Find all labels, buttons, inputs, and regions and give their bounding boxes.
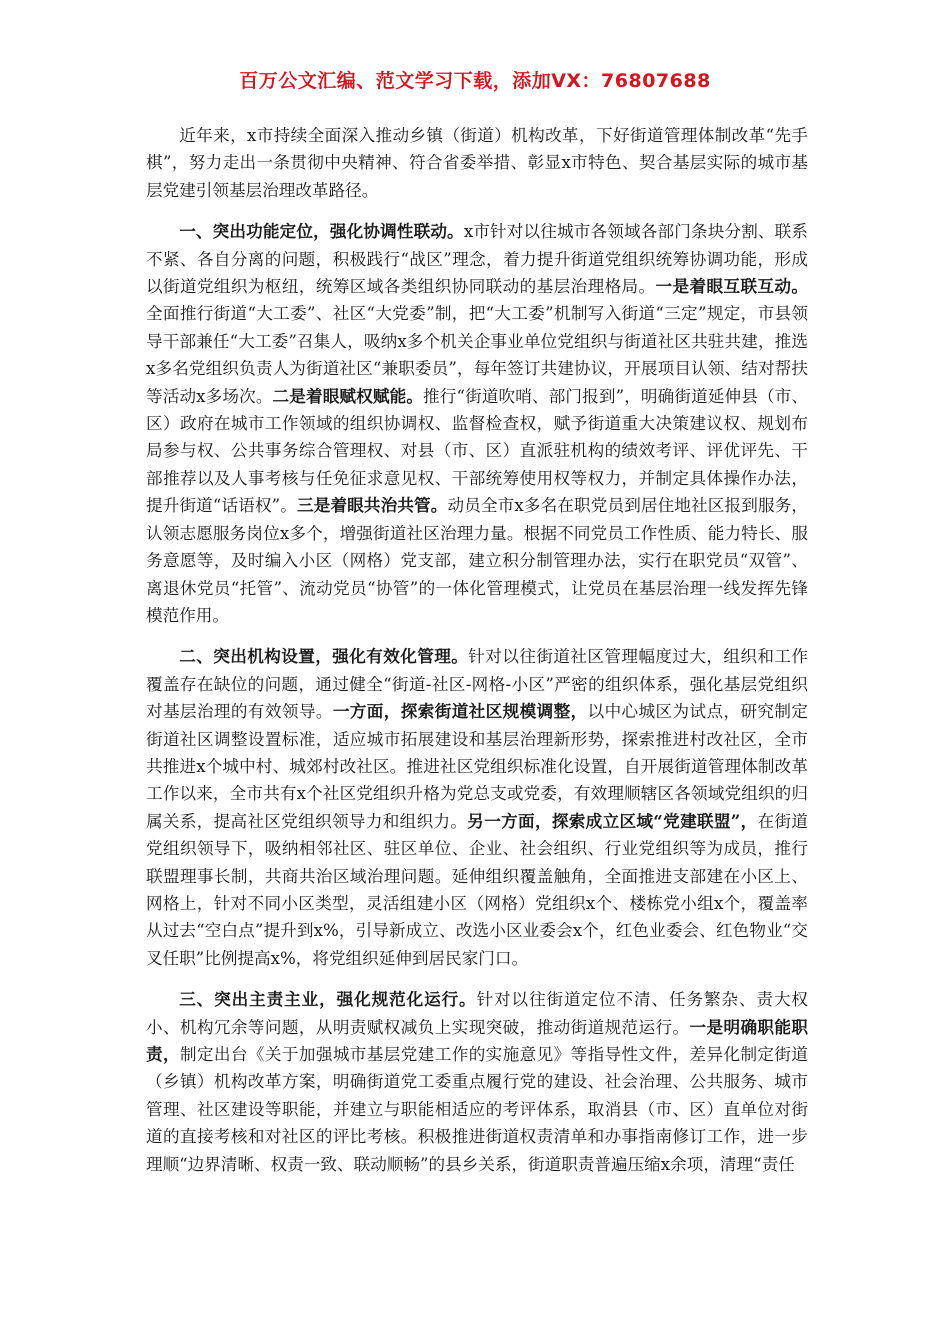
section2-text-2: 以中心城区为试点，研究制定街道社区调整设置标准，适应城市拓展建设和基层治理新形势，探索推进村改社区，全市共推进x个城中村、城郊村改社区。推进社区党组织标准化设置，自开展街道管理体制改革工作以来，全市共有x个社区党组织升格为党总支或党委，有效理顺辖区各领域党组织的归属关系，提高社区党组织领导力和组织力。 xyxy=(146,702,808,831)
intro-paragraph xyxy=(146,122,808,204)
section2-heading: 二、突出机构设置，强化有效化管理。 xyxy=(179,646,469,667)
section1-text-2: 全面推行街道“大工委”、社区“大党委”制，把“大工委”机制写入街道“三定”规定，市县领导干部兼任“大工委”召集人，吸纳x多个机关企事业单位党组织与街道社区共驻共建，推选x多名党组织负责人为街道社区“兼职委员”，每年签订共建协议，开展项目认领、结对帮扶等活动x多场次。 xyxy=(146,304,808,406)
section3-point-1: 一是明确职能职责， xyxy=(146,1016,808,1064)
section2-text-1: 针对以往街道社区管理幅度过大，组织和工作覆盖存在缺位的问题，通过健全“街道-社区-网格-小区”严密的组织体系，强化基层党组织对基层治理的有效领导。 xyxy=(146,647,809,722)
section2-text-3: 在街道党组织领导下，吸纳相邻社区、驻区单位、企业、社会组织、行业党组织等为成员，推行联盟理事长制，共商共治区域治理问题。延伸组织覆盖触角，全面推进支部建在小区上、网格上，针对不同小区类型，灵活组建小区（网格）党组织x个、楼栋党小组x个，覆盖率从过去“空白点”提升到x%，引导新成立、改选小区业委会x个，红色业委会、红色物业“交叉任职”比例提高x%，将党组织延伸到居民家门口。 xyxy=(146,811,809,968)
section3-text-2: 制定出台《关于加强城市基层党建工作的实施意见》等指导性文件，差异化制定街道（乡镇）机构改革方案，明确街道党工委重点履行党的建设、社会治理、公共服务、城市管理、社区建设等职能，并建立与职能相适应的考评体系，取消县（市、区）直单位对街道的直接考核和对社区的评比考核。积极推进街道权责清单和办事指南修订工作，进一步理顺“边界清晰、权责一致、联动顺畅”的县乡关系，街道职责普遍压缩x余项，清理“责任 xyxy=(146,1045,808,1174)
section2-paragraph xyxy=(146,643,808,972)
section3-text-1: 针对以往街道定位不清、任务繁杂、责大权小、机构冗余等问题，从明责赋权减负上实现突破，推动街道规范运行。 xyxy=(146,990,809,1037)
section1-heading: 一、突出功能定位，强化协调性联动。 xyxy=(179,221,464,242)
document-body xyxy=(146,122,808,1192)
section1-point-2: 二是着眼赋权赋能。 xyxy=(272,385,424,406)
section1-point-3: 三是着眼共治共管。 xyxy=(297,495,448,516)
header-banner: 百万公文汇编、范文学习下载，添加VX：76807688 xyxy=(239,70,711,92)
intro-text: 近年来，x市持续全面深入推动乡镇（街道）机构改革，下好街道管理体制改革“先手棋”，努力走出一条贯彻中央精神、符合省委举措、彰显x市特色、契合基层实际的城市基层党建引领基层治理改革路径。 xyxy=(146,126,808,200)
section1-point-1: 一是着眼互联互动。 xyxy=(655,276,808,297)
section1-text-3: 推行“街道吹哨、部门报到”，明确街道延伸县（市、区）政府在城市工作领域的组织协调权、监督检查权，赋予街道重大决策建议权、规划布局参与权、公共事务综合管理权、对县（市、区）直派驻机构的绩效考评、评优评先、干部推荐以及人事考核与任免征求意见权、干部统筹使用权等权力，并制定具体操作办法，提升街道“话语权”。 xyxy=(146,386,809,516)
section1-paragraph xyxy=(146,218,808,629)
section1-text-4: 动员全市x多名在职党员到居住地社区报到服务，认领志愿服务岗位x多个，增强街道社区治理力量。根据不同党员工作性质、能力特长、服务意愿等，及时编入小区（网格）党支部，建立积分制管理办法，实行在职党员“双管”、离退休党员“托管”、流动党员“协管”的一体化管理模式，让党员在基层治理一线发挥先锋模范作用。 xyxy=(146,496,809,625)
section3-heading: 三、突出主责主业，强化规范化运行。 xyxy=(179,989,477,1010)
section1-text-1: x市针对以往城市各领域各部门条块分割、联系不紧、各自分离的问题，积极践行“战区”理念，着力提升街道党组织统筹协调功能，形成以街道党组织为枢纽，统筹区域各类组织协同联动的基层治理格局。 xyxy=(146,222,809,297)
section2-point-1: 一方面，探索街道社区规模调整， xyxy=(332,701,588,722)
section2-point-2: 另一方面，探索成立区域“党建联盟”， xyxy=(467,810,758,831)
section3-paragraph xyxy=(146,986,808,1178)
